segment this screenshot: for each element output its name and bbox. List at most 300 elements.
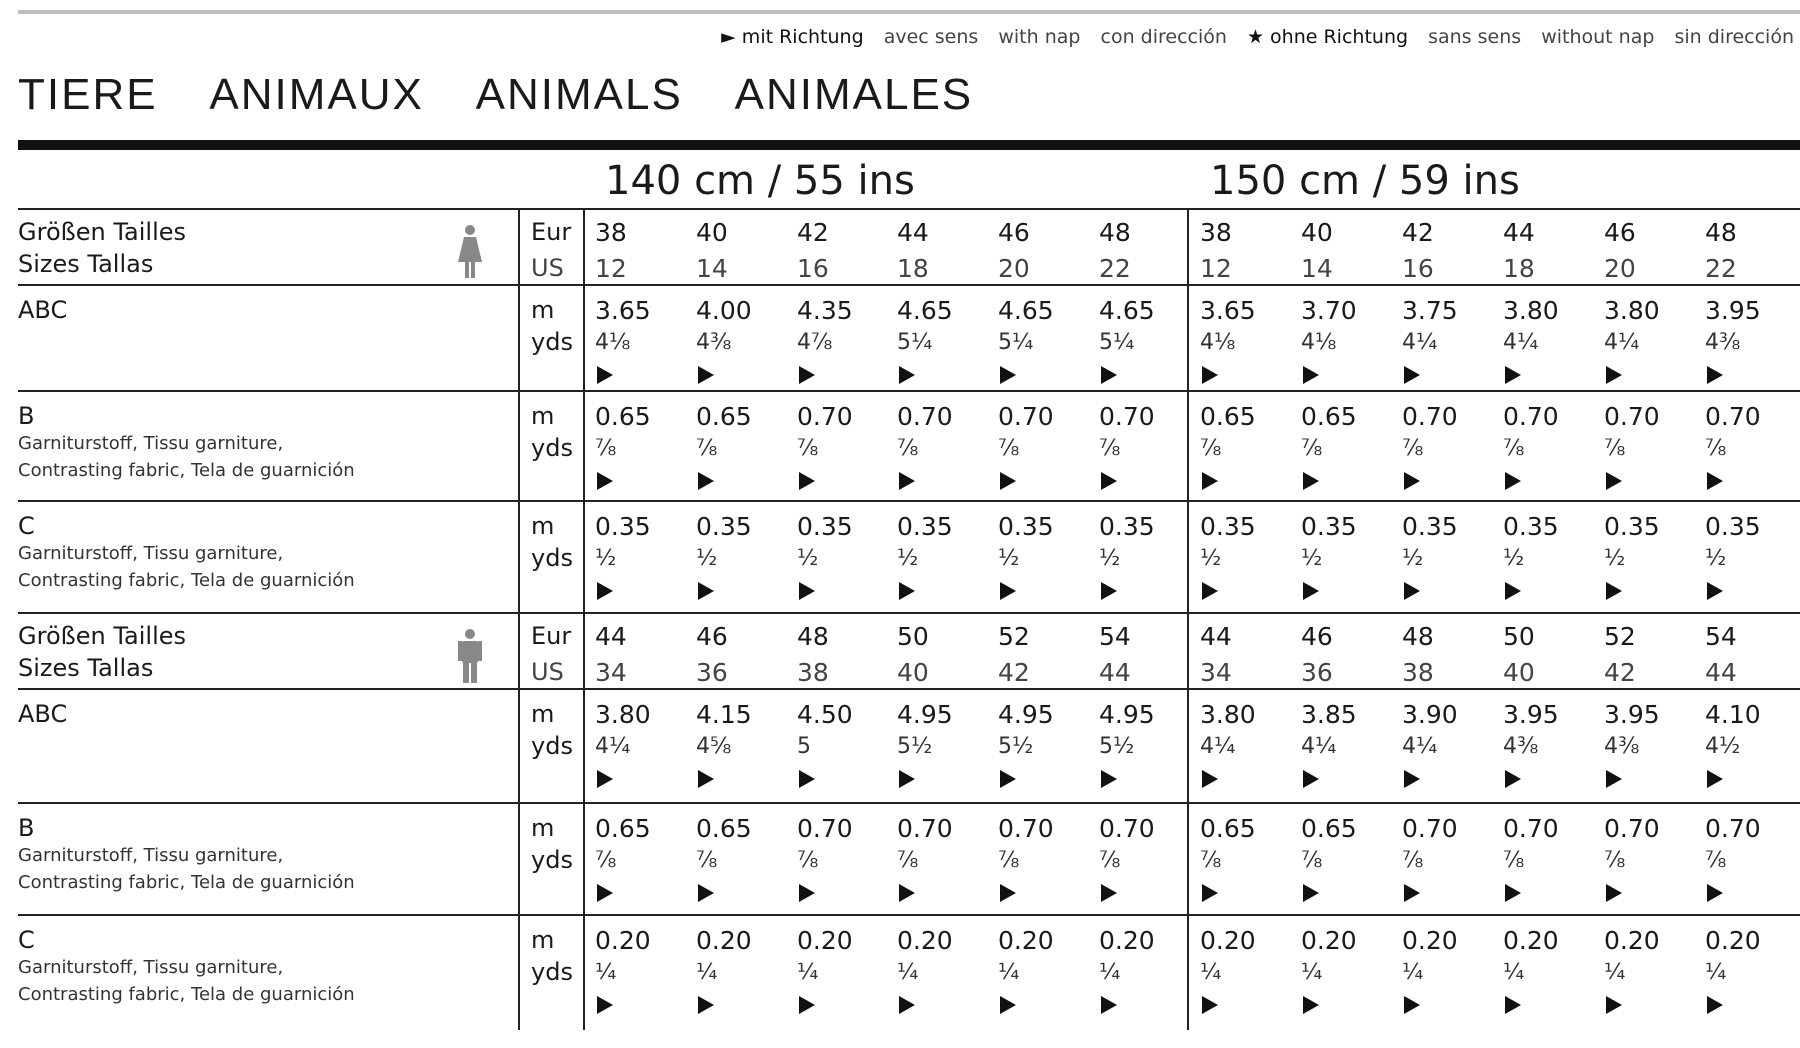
us-size: 22 xyxy=(1099,254,1131,283)
yards-value: ¼ xyxy=(897,960,919,985)
with-nap-arrow xyxy=(1505,582,1521,600)
with-nap-arrow xyxy=(1303,582,1319,600)
yards-value: ⅞ xyxy=(1604,848,1626,873)
eur-size: 38 xyxy=(1200,218,1232,247)
with-nap-arrow xyxy=(1202,366,1218,384)
yards-value: ½ xyxy=(1200,546,1222,571)
eur-size: 46 xyxy=(696,622,728,651)
us-size: 20 xyxy=(1604,254,1636,283)
yards-value: ¼ xyxy=(1503,960,1525,985)
eur-size: 46 xyxy=(998,218,1030,247)
meters-value: 0.20 xyxy=(1200,926,1256,955)
with-nap-arrow xyxy=(1202,884,1218,902)
with-nap-arrow xyxy=(799,366,815,384)
man-figure-icon xyxy=(455,628,485,684)
meters-value: 0.20 xyxy=(1099,926,1155,955)
size-label: Größen Tailles xyxy=(18,218,187,246)
yards-value: ⅞ xyxy=(897,848,919,873)
meters-value: 3.95 xyxy=(1705,296,1761,325)
us-label: US xyxy=(531,658,564,686)
with-nap-arrow xyxy=(1202,770,1218,788)
eur-size: 44 xyxy=(595,622,627,651)
top-rule xyxy=(18,10,1800,14)
unit-m: m xyxy=(531,512,555,540)
size-label: Sizes Tallas xyxy=(18,250,154,278)
unit-m: m xyxy=(531,926,555,954)
with-nap-arrow xyxy=(1404,582,1420,600)
with-nap-arrow xyxy=(1101,770,1117,788)
meters-value: 0.70 xyxy=(1705,402,1761,431)
with-nap-arrow xyxy=(799,472,815,490)
meters-value: 3.95 xyxy=(1503,700,1559,729)
with-nap-arrow xyxy=(1404,366,1420,384)
with-nap-arrow xyxy=(597,884,613,902)
eur-size: 40 xyxy=(1301,218,1333,247)
us-size: 34 xyxy=(595,658,627,687)
with-nap-arrow xyxy=(1000,884,1016,902)
row-label: C xyxy=(18,926,35,954)
meters-value: 0.35 xyxy=(1503,512,1559,541)
legend-with-nap-de: ► mit Richtung xyxy=(721,26,864,48)
unit-yds: yds xyxy=(531,328,573,356)
row-label: B xyxy=(18,814,35,842)
with-nap-arrow xyxy=(1101,884,1117,902)
with-nap-arrow xyxy=(899,770,915,788)
eur-size: 44 xyxy=(897,218,929,247)
size-label: Größen Tailles xyxy=(18,622,187,650)
yards-value: 5½ xyxy=(1099,734,1135,759)
with-nap-arrow xyxy=(698,582,714,600)
with-nap-arrow xyxy=(1606,582,1622,600)
meters-value: 4.50 xyxy=(797,700,853,729)
with-nap-arrow xyxy=(1505,884,1521,902)
legend-with-nap-fr: avec sens xyxy=(883,26,979,48)
with-nap-arrow xyxy=(1404,996,1420,1014)
yards-value: 4⅜ xyxy=(696,330,732,355)
eur-label: Eur xyxy=(531,622,572,650)
yards-value: ½ xyxy=(1503,546,1525,571)
with-nap-arrow xyxy=(597,996,613,1014)
us-label: US xyxy=(531,254,564,282)
with-nap-arrow xyxy=(899,582,915,600)
meters-value: 3.65 xyxy=(1200,296,1256,325)
yards-value: ⅞ xyxy=(595,848,617,873)
legend-with-nap-en: with nap xyxy=(998,26,1081,48)
eur-size: 52 xyxy=(998,622,1030,651)
meters-value: 3.95 xyxy=(1604,700,1660,729)
with-nap-arrow xyxy=(1404,884,1420,902)
yards-value: 5¼ xyxy=(998,330,1034,355)
yards-value: ⅞ xyxy=(1099,848,1121,873)
eur-size: 42 xyxy=(1402,218,1434,247)
us-size: 42 xyxy=(1604,658,1636,687)
yards-value: ⅞ xyxy=(696,848,718,873)
legend-without-nap-fr: sans sens xyxy=(1428,26,1522,48)
meters-value: 0.65 xyxy=(696,402,752,431)
meters-value: 4.95 xyxy=(998,700,1054,729)
yards-value: 4¼ xyxy=(1301,734,1337,759)
meters-value: 3.80 xyxy=(1503,296,1559,325)
unit-m: m xyxy=(531,814,555,842)
us-size: 44 xyxy=(1705,658,1737,687)
with-nap-arrow xyxy=(1707,472,1723,490)
table-rule xyxy=(18,284,1800,286)
meters-value: 0.35 xyxy=(595,512,651,541)
yards-value: 4⅛ xyxy=(1200,330,1236,355)
with-nap-arrow xyxy=(1202,472,1218,490)
yards-value: ¼ xyxy=(696,960,718,985)
eur-size: 38 xyxy=(595,218,627,247)
with-nap-arrow xyxy=(899,472,915,490)
meters-value: 0.70 xyxy=(1705,814,1761,843)
with-nap-arrow xyxy=(1606,770,1622,788)
meters-value: 0.70 xyxy=(897,402,953,431)
with-nap-arrow xyxy=(1606,884,1622,902)
meters-value: 0.65 xyxy=(1200,402,1256,431)
yards-value: ⅞ xyxy=(1200,436,1222,461)
table-rule xyxy=(18,500,1800,502)
yards-value: ⅞ xyxy=(897,436,919,461)
us-size: 38 xyxy=(797,658,829,687)
us-size: 16 xyxy=(1402,254,1434,283)
legend-without-nap-de: ★ ohne Richtung xyxy=(1246,26,1409,48)
us-size: 16 xyxy=(797,254,829,283)
meters-value: 3.80 xyxy=(595,700,651,729)
yards-value: ⅞ xyxy=(1402,436,1424,461)
meters-value: 3.90 xyxy=(1402,700,1458,729)
with-nap-arrow xyxy=(1707,884,1723,902)
with-nap-arrow xyxy=(597,582,613,600)
yards-value: ½ xyxy=(696,546,718,571)
yards-value: ½ xyxy=(1402,546,1424,571)
meters-value: 3.80 xyxy=(1200,700,1256,729)
meters-value: 4.65 xyxy=(1099,296,1155,325)
meters-value: 4.95 xyxy=(897,700,953,729)
with-nap-arrow xyxy=(1606,472,1622,490)
yards-value: 4¼ xyxy=(1200,734,1236,759)
eur-size: 50 xyxy=(897,622,929,651)
yards-value: ⅞ xyxy=(1705,436,1727,461)
with-nap-arrow xyxy=(1505,996,1521,1014)
meters-value: 0.65 xyxy=(595,814,651,843)
with-nap-arrow xyxy=(1707,582,1723,600)
unit-m: m xyxy=(531,402,555,430)
us-size: 44 xyxy=(1099,658,1131,687)
table-rule xyxy=(18,802,1800,804)
column-rule xyxy=(1187,208,1189,1030)
with-nap-arrow xyxy=(1101,996,1117,1014)
meters-value: 0.70 xyxy=(1604,814,1660,843)
eur-size: 54 xyxy=(1099,622,1131,651)
us-size: 20 xyxy=(998,254,1030,283)
eur-size: 42 xyxy=(797,218,829,247)
meters-value: 0.35 xyxy=(1200,512,1256,541)
meters-value: 3.85 xyxy=(1301,700,1357,729)
row-label: ABC xyxy=(18,700,68,728)
yards-value: ⅞ xyxy=(1200,848,1222,873)
eur-size: 40 xyxy=(696,218,728,247)
yards-value: ½ xyxy=(1099,546,1121,571)
with-nap-arrow xyxy=(698,996,714,1014)
yards-value: 4¼ xyxy=(1402,330,1438,355)
meters-value: 0.20 xyxy=(1705,926,1761,955)
meters-value: 0.20 xyxy=(1402,926,1458,955)
yards-value: ½ xyxy=(897,546,919,571)
meters-value: 0.70 xyxy=(998,814,1054,843)
yards-value: ⅞ xyxy=(1099,436,1121,461)
title-es: ANIMALES xyxy=(734,70,974,119)
meters-value: 0.70 xyxy=(897,814,953,843)
with-nap-arrow xyxy=(1000,770,1016,788)
with-nap-arrow xyxy=(1505,366,1521,384)
meters-value: 0.70 xyxy=(1503,402,1559,431)
row-sublabel: Garniturstoff, Tissu garniture, xyxy=(18,433,284,454)
with-nap-arrow xyxy=(1101,366,1117,384)
eur-size: 52 xyxy=(1604,622,1636,651)
size-label: Sizes Tallas xyxy=(18,654,154,682)
table-rule xyxy=(18,208,1800,210)
yards-value: ⅞ xyxy=(1604,436,1626,461)
meters-value: 0.35 xyxy=(797,512,853,541)
table-rule xyxy=(18,390,1800,392)
with-nap-arrow xyxy=(1505,770,1521,788)
us-size: 22 xyxy=(1705,254,1737,283)
eur-size: 48 xyxy=(797,622,829,651)
meters-value: 0.65 xyxy=(1301,814,1357,843)
yards-value: 4⅛ xyxy=(595,330,631,355)
meters-value: 0.35 xyxy=(897,512,953,541)
table-rule xyxy=(18,914,1800,916)
with-nap-arrow xyxy=(1202,582,1218,600)
meters-value: 0.35 xyxy=(998,512,1054,541)
meters-value: 4.00 xyxy=(696,296,752,325)
meters-value: 0.70 xyxy=(1503,814,1559,843)
yards-value: ½ xyxy=(1705,546,1727,571)
yards-value: 4¼ xyxy=(1604,330,1640,355)
us-size: 34 xyxy=(1200,658,1232,687)
us-size: 12 xyxy=(595,254,627,283)
us-size: 36 xyxy=(1301,658,1333,687)
meters-value: 0.70 xyxy=(797,814,853,843)
with-nap-arrow xyxy=(1303,884,1319,902)
with-nap-arrow xyxy=(1707,770,1723,788)
unit-yds: yds xyxy=(531,544,573,572)
with-nap-arrow xyxy=(899,366,915,384)
with-nap-arrow xyxy=(1606,366,1622,384)
yards-value: 4⅞ xyxy=(797,330,833,355)
unit-yds: yds xyxy=(531,434,573,462)
row-sublabel: Garniturstoff, Tissu garniture, xyxy=(18,845,284,866)
legend-without-nap-es: sin dirección xyxy=(1674,26,1794,48)
yards-value: ¼ xyxy=(1402,960,1424,985)
yards-value: ⅞ xyxy=(998,848,1020,873)
fabric-width-150: 150 cm / 59 ins xyxy=(1210,158,1520,204)
yards-value: ¼ xyxy=(1099,960,1121,985)
meters-value: 3.80 xyxy=(1604,296,1660,325)
us-size: 14 xyxy=(696,254,728,283)
with-nap-arrow xyxy=(1303,770,1319,788)
meters-value: 0.20 xyxy=(998,926,1054,955)
row-label: ABC xyxy=(18,296,68,324)
unit-m: m xyxy=(531,296,555,324)
yards-value: 4⅛ xyxy=(1301,330,1337,355)
meters-value: 0.70 xyxy=(1604,402,1660,431)
yards-value: ¼ xyxy=(1705,960,1727,985)
with-nap-arrow xyxy=(1707,996,1723,1014)
eur-size: 48 xyxy=(1705,218,1737,247)
with-nap-arrow xyxy=(1000,996,1016,1014)
column-rule xyxy=(518,208,520,1030)
meters-value: 4.10 xyxy=(1705,700,1761,729)
us-size: 38 xyxy=(1402,658,1434,687)
meters-value: 0.65 xyxy=(1200,814,1256,843)
yards-value: ½ xyxy=(595,546,617,571)
eur-size: 44 xyxy=(1200,622,1232,651)
with-nap-arrow xyxy=(1505,472,1521,490)
with-nap-arrow xyxy=(1101,582,1117,600)
yards-value: 4½ xyxy=(1705,734,1741,759)
title-en: ANIMALS xyxy=(475,70,683,119)
with-nap-arrow xyxy=(1303,366,1319,384)
yards-value: ⅞ xyxy=(1301,848,1323,873)
meters-value: 0.35 xyxy=(1402,512,1458,541)
meters-value: 0.20 xyxy=(1604,926,1660,955)
with-nap-arrow xyxy=(698,884,714,902)
yards-value: ⅞ xyxy=(1503,848,1525,873)
yards-value: 4⅜ xyxy=(1604,734,1640,759)
yards-value: ⅞ xyxy=(1503,436,1525,461)
meters-value: 4.35 xyxy=(797,296,853,325)
meters-value: 0.35 xyxy=(696,512,752,541)
eur-size: 50 xyxy=(1503,622,1535,651)
nap-legend xyxy=(707,26,1794,48)
yards-value: ½ xyxy=(1604,546,1626,571)
meters-value: 0.70 xyxy=(998,402,1054,431)
yards-value: 5½ xyxy=(998,734,1034,759)
row-sublabel: Contrasting fabric, Tela de guarnición xyxy=(18,460,355,481)
yards-value: 5½ xyxy=(897,734,933,759)
with-nap-arrow xyxy=(1101,472,1117,490)
us-size: 14 xyxy=(1301,254,1333,283)
eur-size: 48 xyxy=(1099,218,1131,247)
title-de: TIERE xyxy=(18,70,158,119)
eur-size: 54 xyxy=(1705,622,1737,651)
unit-yds: yds xyxy=(531,846,573,874)
meters-value: 3.75 xyxy=(1402,296,1458,325)
page-title xyxy=(18,70,1013,120)
with-nap-arrow xyxy=(698,366,714,384)
meters-value: 0.70 xyxy=(1099,814,1155,843)
eur-size: 48 xyxy=(1402,622,1434,651)
with-nap-arrow xyxy=(597,366,613,384)
meters-value: 3.70 xyxy=(1301,296,1357,325)
meters-value: 0.70 xyxy=(797,402,853,431)
yards-value: 5 xyxy=(797,734,811,759)
yards-value: ½ xyxy=(1301,546,1323,571)
yards-value: 5¼ xyxy=(897,330,933,355)
with-nap-arrow xyxy=(1404,770,1420,788)
yards-value: 4⅜ xyxy=(1503,734,1539,759)
with-nap-arrow xyxy=(597,770,613,788)
row-sublabel: Garniturstoff, Tissu garniture, xyxy=(18,957,284,978)
meters-value: 0.35 xyxy=(1604,512,1660,541)
yards-value: ⅞ xyxy=(1705,848,1727,873)
eur-size: 44 xyxy=(1503,218,1535,247)
table-rule xyxy=(18,688,1800,690)
with-nap-arrow xyxy=(799,582,815,600)
us-size: 40 xyxy=(1503,658,1535,687)
eur-label: Eur xyxy=(531,218,572,246)
us-size: 18 xyxy=(897,254,929,283)
meters-value: 0.20 xyxy=(595,926,651,955)
meters-value: 0.65 xyxy=(595,402,651,431)
eur-size: 46 xyxy=(1604,218,1636,247)
table-rule xyxy=(18,612,1800,614)
yards-value: ½ xyxy=(797,546,819,571)
yards-value: ¼ xyxy=(998,960,1020,985)
us-size: 40 xyxy=(897,658,929,687)
yards-value: 5¼ xyxy=(1099,330,1135,355)
us-size: 42 xyxy=(998,658,1030,687)
legend-with-nap-es: con dirección xyxy=(1100,26,1227,48)
yards-value: ⅞ xyxy=(1301,436,1323,461)
yards-value: 4⅝ xyxy=(696,734,732,759)
legend-without-nap-en: without nap xyxy=(1541,26,1655,48)
meters-value: 0.20 xyxy=(696,926,752,955)
with-nap-arrow xyxy=(1404,472,1420,490)
meters-value: 0.70 xyxy=(1402,814,1458,843)
yards-value: ⅞ xyxy=(998,436,1020,461)
meters-value: 0.35 xyxy=(1705,512,1761,541)
meters-value: 0.65 xyxy=(696,814,752,843)
title-fr: ANIMAUX xyxy=(209,70,424,119)
yards-value: 4¼ xyxy=(1402,734,1438,759)
with-nap-arrow xyxy=(1202,996,1218,1014)
unit-yds: yds xyxy=(531,958,573,986)
yards-value: ¼ xyxy=(1200,960,1222,985)
with-nap-arrow xyxy=(799,884,815,902)
with-nap-arrow xyxy=(1303,472,1319,490)
meters-value: 0.20 xyxy=(897,926,953,955)
with-nap-arrow xyxy=(899,996,915,1014)
yards-value: 4¼ xyxy=(1503,330,1539,355)
column-rule xyxy=(583,208,585,1030)
with-nap-arrow xyxy=(698,472,714,490)
yards-value: ⅞ xyxy=(696,436,718,461)
woman-figure-icon xyxy=(455,224,485,280)
title-rule xyxy=(18,140,1800,150)
unit-yds: yds xyxy=(531,732,573,760)
row-sublabel: Contrasting fabric, Tela de guarnición xyxy=(18,872,355,893)
meters-value: 0.20 xyxy=(1301,926,1357,955)
unit-m: m xyxy=(531,700,555,728)
yards-value: ⅞ xyxy=(797,436,819,461)
meters-value: 0.35 xyxy=(1301,512,1357,541)
with-nap-arrow xyxy=(1000,472,1016,490)
yards-value: ¼ xyxy=(1604,960,1626,985)
us-size: 36 xyxy=(696,658,728,687)
with-nap-arrow xyxy=(799,770,815,788)
with-nap-arrow xyxy=(799,996,815,1014)
yards-value: ¼ xyxy=(595,960,617,985)
us-size: 12 xyxy=(1200,254,1232,283)
row-label: B xyxy=(18,402,35,430)
yards-value: 4⅜ xyxy=(1705,330,1741,355)
with-nap-arrow xyxy=(1000,366,1016,384)
meters-value: 4.65 xyxy=(998,296,1054,325)
meters-value: 0.35 xyxy=(1099,512,1155,541)
meters-value: 0.65 xyxy=(1301,402,1357,431)
